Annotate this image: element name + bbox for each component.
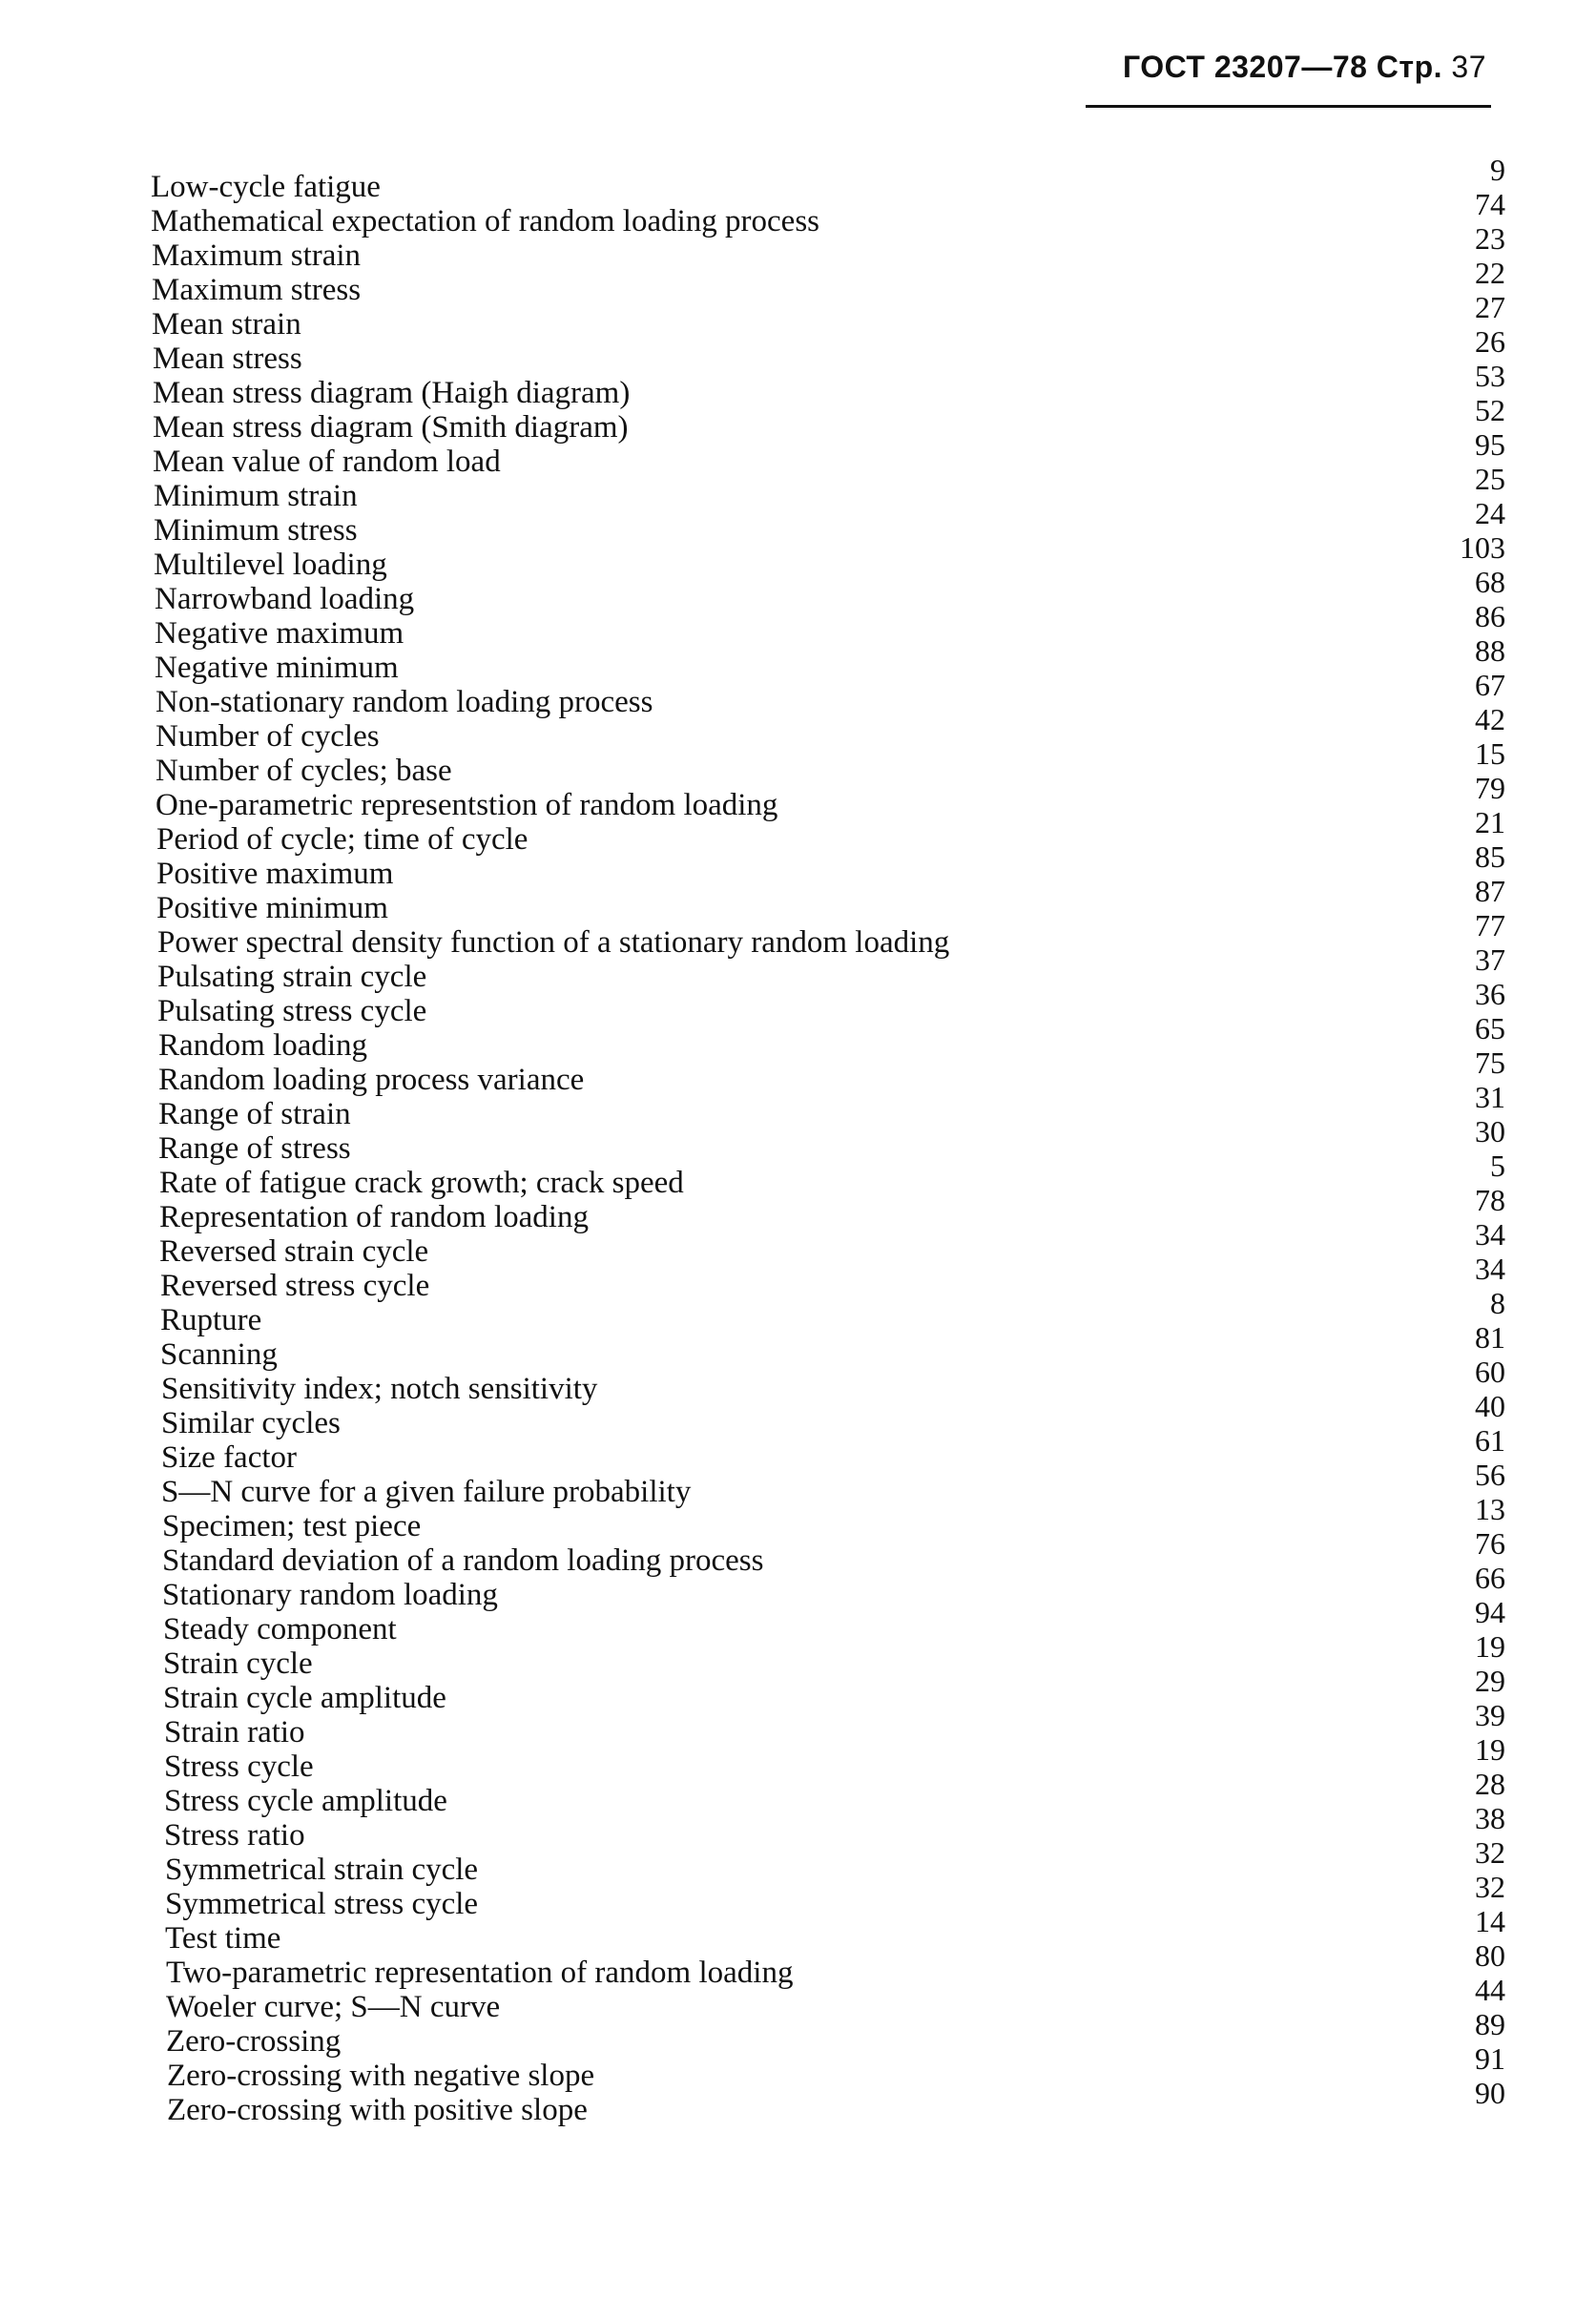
index-entry <box>151 1045 1505 1097</box>
index-page-number: 95 <box>1475 427 1505 462</box>
index-entry <box>151 2041 1505 2093</box>
index-term: Mean stress diagram (Smith diagram) <box>153 410 629 445</box>
index-term: Specimen; test piece <box>162 1509 422 1543</box>
index-term: Symmetrical strain cycle <box>165 1853 479 1887</box>
index-term: Narrowband loading <box>155 582 415 616</box>
index-term: Number of cycles <box>155 719 380 754</box>
index-term: Standard deviation of a random loading process <box>162 1543 764 1578</box>
index-term: Zero-crossing with positive slope <box>167 2093 588 2127</box>
index-page-number: 32 <box>1475 1835 1505 1870</box>
index-page-number: 88 <box>1475 633 1505 668</box>
index-term: Size factor <box>161 1440 298 1475</box>
index-page-number: 25 <box>1475 462 1505 496</box>
index-entry <box>151 1664 1505 1715</box>
index-page-number: 23 <box>1475 221 1505 256</box>
index-page-number: 37 <box>1475 942 1505 977</box>
index-term: Low-cycle fatigue <box>151 170 381 204</box>
index-entry <box>151 153 1505 204</box>
index-page-number: 75 <box>1475 1045 1505 1080</box>
index-term: Positive maximum <box>156 857 394 891</box>
index-term: Pulsating strain cycle <box>157 960 427 994</box>
index-page-number: 28 <box>1475 1767 1505 1801</box>
index-page-number: 8 <box>1490 1286 1505 1320</box>
index-term: Scanning <box>160 1337 278 1372</box>
index-term: Mathematical expectation of random loading process <box>151 204 820 238</box>
index-term: Positive minimum <box>156 891 388 925</box>
index-term: Non-stationary random loading process <box>155 685 653 719</box>
index-term: Stress cycle <box>164 1749 314 1784</box>
index-page-number: 81 <box>1475 1320 1505 1355</box>
index-page-number: 61 <box>1475 1423 1505 1458</box>
index-entry <box>151 1149 1505 1200</box>
index-term: Strain ratio <box>164 1715 305 1749</box>
index-page-number: 94 <box>1475 1595 1505 1629</box>
index-page-number: 74 <box>1475 187 1505 221</box>
index-term: Reversed strain cycle <box>159 1234 429 1269</box>
index-term: Stress cycle amplitude <box>164 1784 447 1818</box>
index-page-number: 44 <box>1475 1973 1505 2007</box>
index-page-number: 53 <box>1475 359 1505 393</box>
index-page-number: 60 <box>1475 1355 1505 1389</box>
index-page-number: 56 <box>1475 1458 1505 1492</box>
index-page-number: 66 <box>1475 1561 1505 1595</box>
index-page-number: 79 <box>1475 771 1505 805</box>
index-term: Minimum strain <box>154 479 358 513</box>
index-page-number: 29 <box>1475 1664 1505 1698</box>
index-page-number: 19 <box>1475 1732 1505 1767</box>
index-page-number: 21 <box>1475 805 1505 839</box>
index-page-number: 22 <box>1475 256 1505 290</box>
index-page-number: 19 <box>1475 1629 1505 1664</box>
index-page-number: 13 <box>1475 1492 1505 1526</box>
index-page-number: 85 <box>1475 839 1505 874</box>
index-term: Strain cycle <box>163 1646 313 1681</box>
index-page-number: 86 <box>1475 599 1505 633</box>
index-page-number: 14 <box>1475 1904 1505 1938</box>
index-term: Symmetrical stress cycle <box>165 1887 479 1921</box>
index-term: Mean stress <box>153 342 302 376</box>
index-entry <box>151 359 1505 410</box>
index-term: Mean value of random load <box>153 445 501 479</box>
index-page-number: 78 <box>1475 1183 1505 1217</box>
index-term: Minimum stress <box>154 513 358 548</box>
index-page-number: 52 <box>1475 393 1505 427</box>
index-term: Zero-crossing with negative slope <box>167 2059 595 2093</box>
index-entry <box>151 1767 1505 1818</box>
index-term: Number of cycles; base <box>155 754 452 788</box>
index-term: Steady component <box>163 1612 397 1646</box>
index-term: Rupture <box>160 1303 262 1337</box>
index-page-number: 42 <box>1475 702 1505 736</box>
index-term: Negative maximum <box>155 616 404 651</box>
index-page-number: 27 <box>1475 290 1505 324</box>
index-term: Two-parametric representation of random loading <box>166 1956 794 1990</box>
index-term: Test time <box>165 1921 281 1956</box>
index-page-number: 34 <box>1475 1217 1505 1252</box>
index-page-number: 87 <box>1475 874 1505 908</box>
index-term: Mean strain <box>152 307 301 342</box>
index-term: Sensitivity index; notch sensitivity <box>161 1372 598 1406</box>
index-term: S—N curve for a given failure probability <box>161 1475 692 1509</box>
index-page-number: 90 <box>1475 2076 1505 2110</box>
index-entry <box>151 736 1505 788</box>
index-term: Period of cycle; time of cycle <box>156 822 529 857</box>
index-term: Similar cycles <box>161 1406 341 1440</box>
index-entry <box>151 1561 1505 1612</box>
index-term: Maximum strain <box>152 238 362 273</box>
index-term: Negative minimum <box>155 651 399 685</box>
index-entry <box>151 256 1505 307</box>
index-term: Mean stress diagram (Haigh diagram) <box>153 376 631 410</box>
index-term: Random loading <box>158 1028 368 1063</box>
index-page-number: 80 <box>1475 1938 1505 1973</box>
index-page-number: 103 <box>1460 530 1505 565</box>
index-term: Rate of fatigue crack growth; crack speed <box>159 1166 684 1200</box>
index-page-number: 32 <box>1475 1870 1505 1904</box>
index-term: Maximum stress <box>152 273 362 307</box>
index-page-number: 30 <box>1475 1114 1505 1149</box>
index-term: One-parametric representstion of random loading <box>155 788 778 822</box>
index-term: Stationary random loading <box>162 1578 498 1612</box>
index-page-number: 76 <box>1475 1526 1505 1561</box>
index-page-number: 36 <box>1475 977 1505 1011</box>
index-page-number: 9 <box>1490 153 1505 187</box>
glossary-index <box>151 153 1505 2127</box>
index-entry <box>151 1252 1505 1303</box>
index-term: Range of stress <box>158 1131 351 1166</box>
index-page-number: 39 <box>1475 1698 1505 1732</box>
index-term: Woeler curve; S—N curve <box>166 1990 501 2024</box>
index-page-number: 5 <box>1490 1149 1505 1183</box>
index-term: Random loading process variance <box>158 1063 585 1097</box>
index-page-number: 24 <box>1475 496 1505 530</box>
index-entry <box>151 1355 1505 1406</box>
index-page-number: 91 <box>1475 2041 1505 2076</box>
header-rule <box>1086 105 1491 108</box>
page-header <box>1086 50 1486 85</box>
index-term: Zero-crossing <box>166 2024 342 2059</box>
index-page-number: 15 <box>1475 736 1505 771</box>
index-page-number: 38 <box>1475 1801 1505 1835</box>
header-page-number: 37 <box>1451 50 1486 84</box>
index-term: Representation of random loading <box>159 1200 589 1234</box>
index-page-number: 26 <box>1475 324 1505 359</box>
index-page-number: 40 <box>1475 1389 1505 1423</box>
index-term: Reversed stress cycle <box>160 1269 430 1303</box>
index-page-number: 77 <box>1475 908 1505 942</box>
index-page-number: 89 <box>1475 2007 1505 2041</box>
index-term: Strain cycle amplitude <box>163 1681 446 1715</box>
standard-designation: ГОСТ 23207—78 <box>1122 50 1368 84</box>
index-term: Multilevel loading <box>154 548 387 582</box>
index-term: Power spectral density function of a stationary random loading <box>157 925 950 960</box>
index-page-number: 31 <box>1475 1080 1505 1114</box>
index-term: Range of strain <box>158 1097 351 1131</box>
index-page-number: 65 <box>1475 1011 1505 1045</box>
index-entry <box>151 1458 1505 1509</box>
index-page-number: 68 <box>1475 565 1505 599</box>
page-label: Стр. <box>1376 50 1443 84</box>
index-page-number: 34 <box>1475 1252 1505 1286</box>
index-page-number: 67 <box>1475 668 1505 702</box>
index-term: Pulsating stress cycle <box>157 994 427 1028</box>
index-term: Stress ratio <box>164 1818 305 1853</box>
